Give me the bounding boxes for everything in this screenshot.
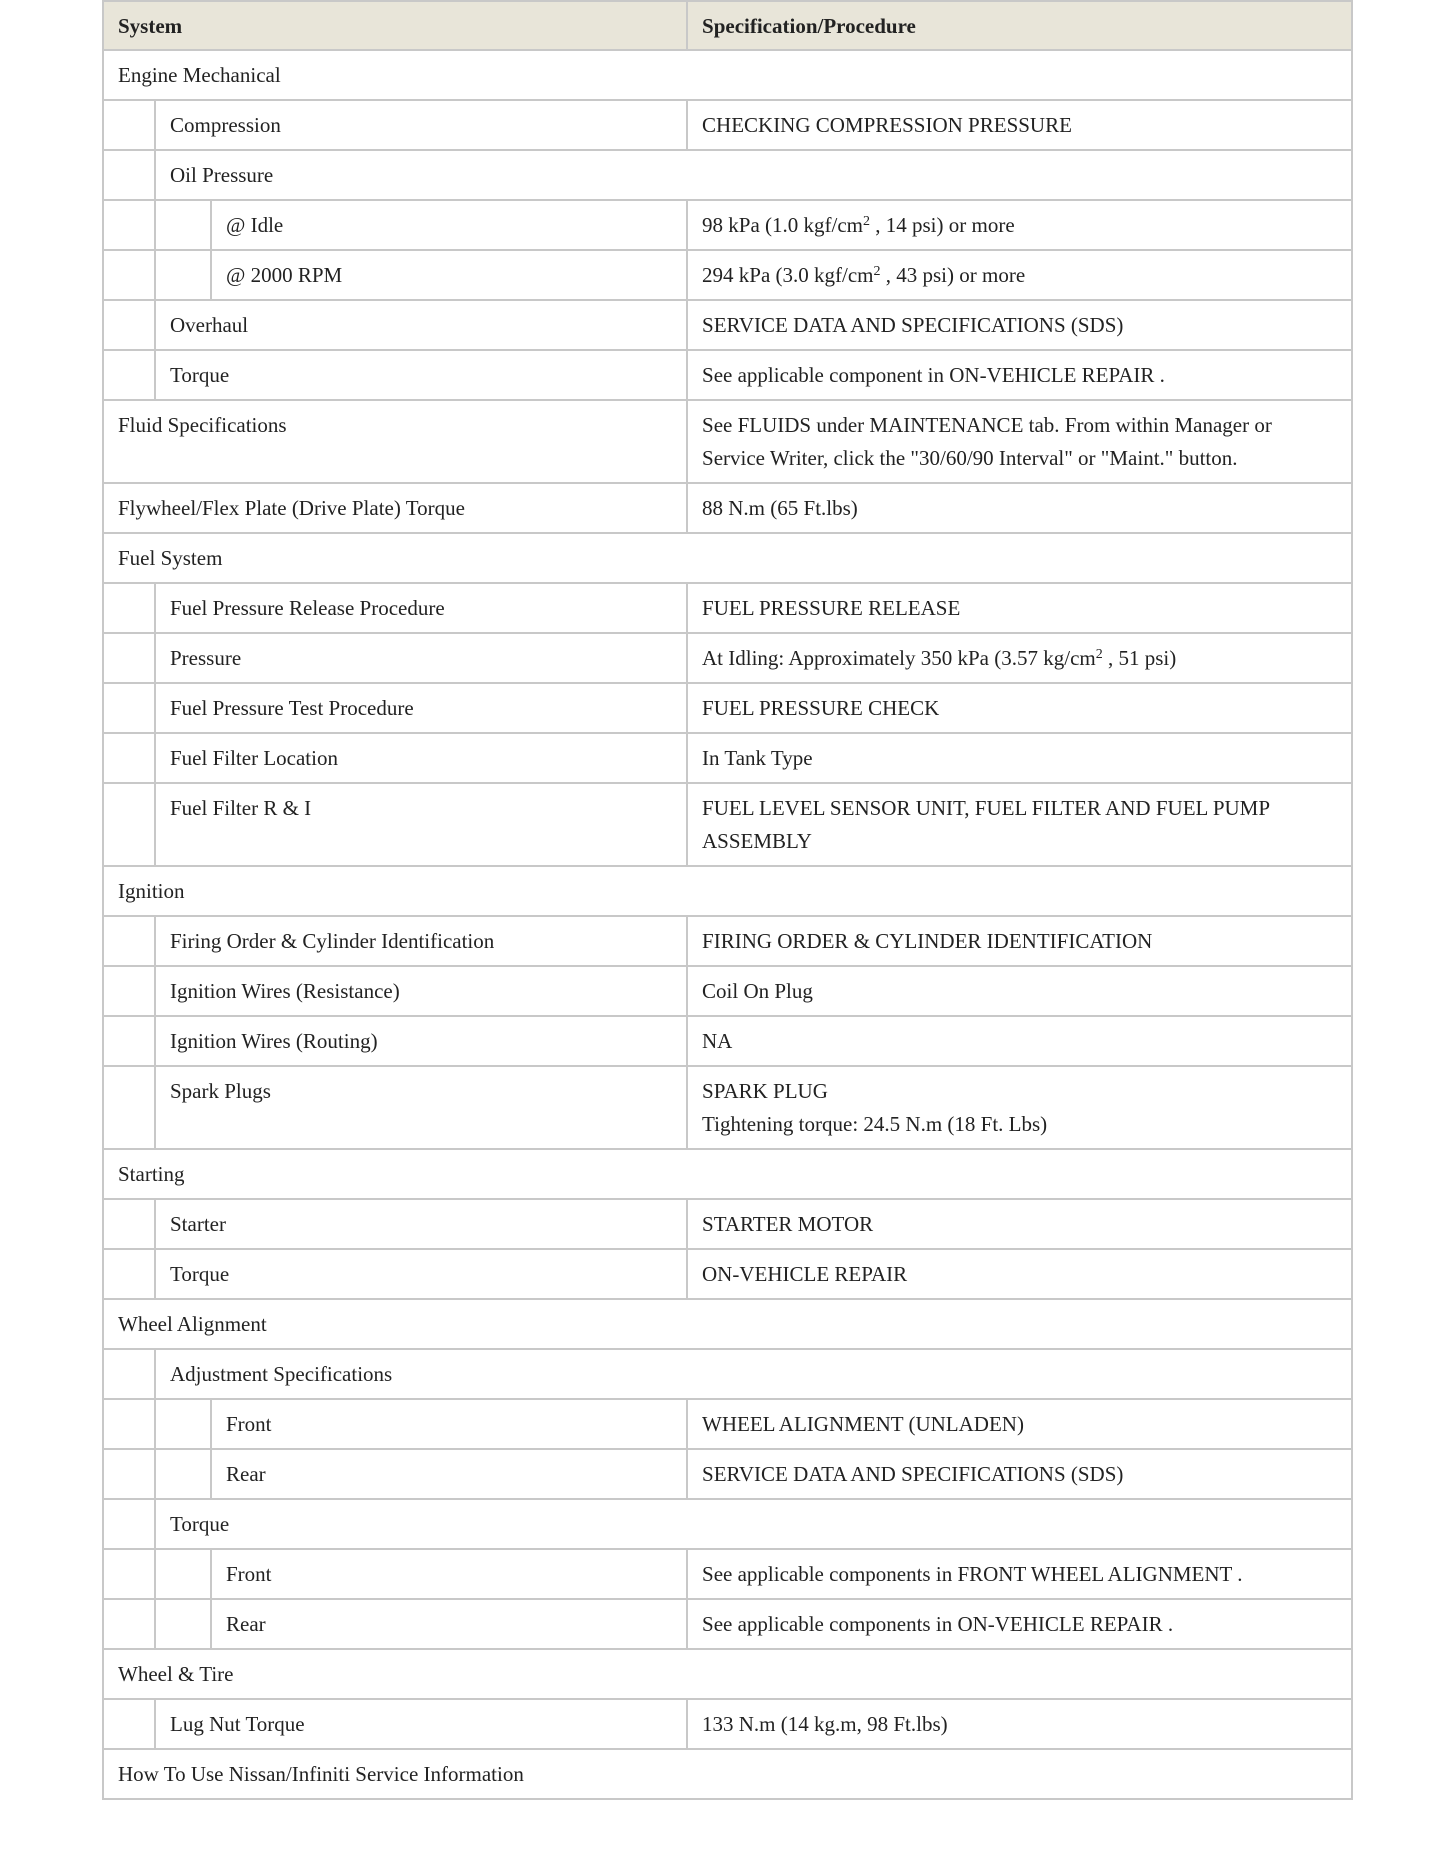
section-label: How To Use Nissan/Infiniti Service Information — [103, 1749, 1352, 1799]
row-label: Starter — [155, 1199, 687, 1249]
row-value: SERVICE DATA AND SPECIFICATIONS (SDS) — [687, 1449, 1352, 1499]
indent-cell — [103, 300, 155, 350]
value-text: 294 kPa (3.0 kgf/cm — [702, 263, 874, 287]
table-row — [103, 350, 1352, 400]
spec-table — [102, 0, 1353, 1800]
table-row — [103, 483, 1352, 533]
indent-cell — [103, 150, 155, 200]
row-value — [687, 250, 1352, 300]
table-row — [103, 1599, 1352, 1649]
row-value: See applicable component in ON-VEHICLE REPAIR . — [687, 350, 1352, 400]
row-label: Torque — [155, 350, 687, 400]
row-value: FUEL PRESSURE RELEASE — [687, 583, 1352, 633]
row-label: Spark Plugs — [155, 1066, 687, 1149]
value-text: , 43 psi) or more — [880, 263, 1026, 287]
row-value: CHECKING COMPRESSION PRESSURE — [687, 100, 1352, 150]
value-superscript: 2 — [873, 264, 881, 279]
indent-cell — [155, 1599, 211, 1649]
table-row — [103, 1066, 1352, 1149]
row-label: Firing Order & Cylinder Identification — [155, 916, 687, 966]
subsection-label: Adjustment Specifications — [155, 1349, 1352, 1399]
table-row — [103, 1699, 1352, 1749]
row-value: See applicable components in ON-VEHICLE REPAIR . — [687, 1599, 1352, 1649]
indent-cell — [103, 1249, 155, 1299]
indent-cell — [103, 733, 155, 783]
row-label: Rear — [211, 1599, 687, 1649]
section-row — [103, 1299, 1352, 1349]
table-row — [103, 1199, 1352, 1249]
indent-cell — [103, 916, 155, 966]
row-label: Fluid Specifications — [103, 400, 687, 483]
table-row — [103, 733, 1352, 783]
section-row — [103, 50, 1352, 100]
section-label: Starting — [103, 1149, 1352, 1199]
indent-cell — [103, 966, 155, 1016]
row-value: FUEL LEVEL SENSOR UNIT, FUEL FILTER AND FUEL PUMP ASSEMBLY — [687, 783, 1352, 866]
indent-cell — [103, 1349, 155, 1399]
row-label: Compression — [155, 100, 687, 150]
table-row — [103, 250, 1352, 300]
indent-cell — [103, 1066, 155, 1149]
indent-cell — [103, 1199, 155, 1249]
subsection-row — [103, 1349, 1352, 1399]
row-label: Overhaul — [155, 300, 687, 350]
section-label: Wheel & Tire — [103, 1649, 1352, 1699]
row-value — [687, 200, 1352, 250]
table-row — [103, 100, 1352, 150]
indent-cell — [103, 1016, 155, 1066]
row-value: NA — [687, 1016, 1352, 1066]
row-value — [687, 1066, 1352, 1149]
table-row — [103, 400, 1352, 483]
row-label: Fuel Pressure Release Procedure — [155, 583, 687, 633]
row-value: FIRING ORDER & CYLINDER IDENTIFICATION — [687, 916, 1352, 966]
indent-cell — [103, 1499, 155, 1549]
value-text: 98 kPa (1.0 kgf/cm — [702, 213, 863, 237]
table-row — [103, 683, 1352, 733]
row-label: Rear — [211, 1449, 687, 1499]
row-label: Fuel Filter R & I — [155, 783, 687, 866]
indent-cell — [103, 633, 155, 683]
section-row — [103, 1149, 1352, 1199]
value-text: , 14 psi) or more — [870, 213, 1015, 237]
row-label: Pressure — [155, 633, 687, 683]
row-value: WHEEL ALIGNMENT (UNLADEN) — [687, 1399, 1352, 1449]
row-value: FUEL PRESSURE CHECK — [687, 683, 1352, 733]
row-label: @ Idle — [211, 200, 687, 250]
indent-cell — [103, 100, 155, 150]
indent-cell — [103, 683, 155, 733]
row-label: Ignition Wires (Resistance) — [155, 966, 687, 1016]
indent-cell — [103, 1549, 155, 1599]
table-row — [103, 300, 1352, 350]
row-value: Coil On Plug — [687, 966, 1352, 1016]
indent-cell — [103, 583, 155, 633]
table-row — [103, 1399, 1352, 1449]
table-row — [103, 966, 1352, 1016]
indent-cell — [155, 1449, 211, 1499]
header-row — [103, 1, 1352, 50]
indent-cell — [103, 200, 155, 250]
row-value: STARTER MOTOR — [687, 1199, 1352, 1249]
row-label: Fuel Filter Location — [155, 733, 687, 783]
indent-cell — [103, 1449, 155, 1499]
section-label: Wheel Alignment — [103, 1299, 1352, 1349]
indent-cell — [103, 783, 155, 866]
value-text: At Idling: Approximately 350 kPa (3.57 kg/cm — [702, 646, 1096, 670]
value-line: SPARK PLUG — [702, 1079, 828, 1103]
section-row — [103, 1649, 1352, 1699]
subsection-label: Torque — [155, 1499, 1352, 1549]
row-label: Flywheel/Flex Plate (Drive Plate) Torque — [103, 483, 687, 533]
table-row — [103, 633, 1352, 683]
table-row — [103, 1249, 1352, 1299]
row-value: See applicable components in FRONT WHEEL ALIGNMENT . — [687, 1549, 1352, 1599]
row-label: Fuel Pressure Test Procedure — [155, 683, 687, 733]
header-system: System — [103, 1, 687, 50]
indent-cell — [103, 1399, 155, 1449]
indent-cell — [155, 200, 211, 250]
indent-cell — [155, 250, 211, 300]
row-value: ON-VEHICLE REPAIR — [687, 1249, 1352, 1299]
table-row — [103, 1549, 1352, 1599]
header-spec: Specification/Procedure — [687, 1, 1352, 50]
row-label: Ignition Wires (Routing) — [155, 1016, 687, 1066]
row-label: @ 2000 RPM — [211, 250, 687, 300]
section-label: Fuel System — [103, 533, 1352, 583]
table-row — [103, 783, 1352, 866]
table-row — [103, 1016, 1352, 1066]
section-label: Ignition — [103, 866, 1352, 916]
row-label: Torque — [155, 1249, 687, 1299]
section-row — [103, 533, 1352, 583]
indent-cell — [103, 1699, 155, 1749]
indent-cell — [155, 1399, 211, 1449]
section-row — [103, 1749, 1352, 1799]
section-row — [103, 866, 1352, 916]
section-label: Engine Mechanical — [103, 50, 1352, 100]
row-value: SERVICE DATA AND SPECIFICATIONS (SDS) — [687, 300, 1352, 350]
value-superscript: 2 — [1095, 647, 1103, 662]
table-row — [103, 916, 1352, 966]
table-row — [103, 1449, 1352, 1499]
row-label: Front — [211, 1549, 687, 1599]
value-line: Tightening torque: 24.5 N.m (18 Ft. Lbs) — [702, 1112, 1048, 1136]
row-label: Front — [211, 1399, 687, 1449]
indent-cell — [103, 250, 155, 300]
table-row — [103, 200, 1352, 250]
subsection-row — [103, 1499, 1352, 1549]
row-value: See FLUIDS under MAINTENANCE tab. From within Manager or Service Writer, click the "30/60/90 Interval" or "Maint." button. — [687, 400, 1352, 483]
subsection-row — [103, 150, 1352, 200]
row-label: Lug Nut Torque — [155, 1699, 687, 1749]
table-row — [103, 583, 1352, 633]
value-superscript: 2 — [863, 214, 870, 229]
row-value: 133 N.m (14 kg.m, 98 Ft.lbs) — [687, 1699, 1352, 1749]
row-value: 88 N.m (65 Ft.lbs) — [687, 483, 1352, 533]
indent-cell — [155, 1549, 211, 1599]
value-text: , 51 psi) — [1102, 646, 1177, 670]
indent-cell — [103, 350, 155, 400]
row-value: In Tank Type — [687, 733, 1352, 783]
indent-cell — [103, 1599, 155, 1649]
row-value — [687, 633, 1352, 683]
subsection-label: Oil Pressure — [155, 150, 1352, 200]
